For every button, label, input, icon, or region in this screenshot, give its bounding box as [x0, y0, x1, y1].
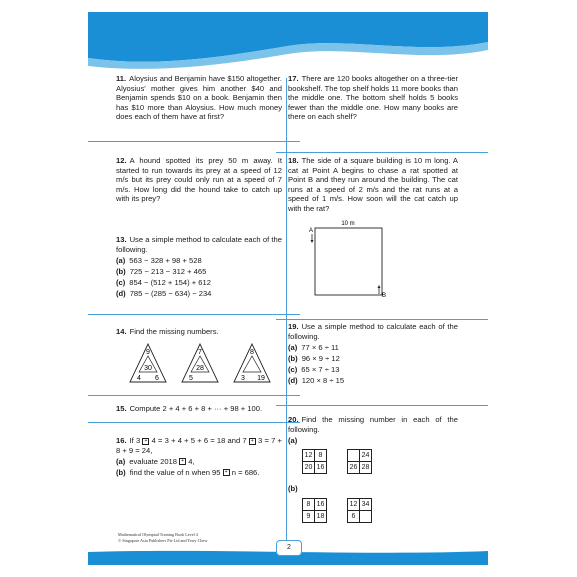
question-number: 11.	[116, 74, 127, 83]
separator-line	[276, 405, 488, 406]
question-number: 14.	[116, 327, 127, 336]
column-divider	[286, 78, 287, 540]
question-number: 13.	[116, 235, 127, 244]
question-number: 12.	[116, 156, 127, 165]
arrow-down-icon	[311, 240, 314, 243]
separator-line	[276, 152, 488, 153]
question-text: Find the missing number in each of the following.	[288, 415, 458, 434]
option-c: (c) 854 − (512 + 154) + 612	[116, 277, 211, 287]
part-a-grids	[288, 449, 458, 474]
question-12	[116, 156, 282, 204]
question-text: Use a simple method to calculate each of the following.	[116, 235, 282, 254]
option-b: (b) 96 × 9 ÷ 12	[288, 353, 340, 363]
question-text: Compute 2 + 4 + 6 + 8 + ··· + 98 + 100.	[129, 404, 263, 413]
question-17	[288, 74, 458, 122]
option-d: (d) 120 × 8 ÷ 15	[288, 375, 345, 385]
page-number: 2	[276, 540, 302, 556]
option-a: (a) 563 − 328 + 98 + 528	[116, 255, 202, 265]
question-19	[288, 322, 458, 386]
boxed-plus-operator: +	[179, 458, 186, 465]
option-a: (a) evaluate 2018 + 4,	[116, 456, 195, 466]
question-number: 17.	[288, 74, 299, 83]
question-14	[116, 327, 282, 337]
part-a-label: (a)	[288, 435, 298, 445]
option-b: (b) 725 − 213 − 312 + 465	[116, 266, 207, 276]
building-square	[315, 228, 382, 295]
number-triangles	[128, 342, 278, 386]
workbook-page	[88, 12, 488, 565]
question-text: Use a simple method to calculate each of the following.	[288, 322, 458, 341]
option-b: (b) find the value of n when 95 + n = 686.	[116, 467, 260, 477]
triangle-3-left: 3	[241, 375, 245, 382]
separator-line	[88, 422, 300, 423]
triangle-1-right: 6	[155, 375, 159, 382]
question-text: Find the missing numbers.	[129, 327, 219, 336]
question-number: 16.	[116, 436, 127, 445]
point-a-label: A	[309, 228, 314, 234]
question-number: 19.	[288, 322, 299, 331]
question-11	[116, 74, 282, 122]
side-length-label: 10 m	[341, 221, 355, 227]
arrow-up-icon	[378, 285, 381, 288]
triangle-2	[182, 344, 218, 382]
footer-credits: Mathematical Olympiad Training Book Level 4 © Singapore Asia Publishers Pte Ltd and Terry Chew	[118, 532, 208, 543]
question-text: Aloysius and Benjamin have $150 altogether. Alyosius' mother gives him another $40 and Benjamin spends $10 on a book. Benjamin then has $10 more than Aloysius. How much money does each of them have at first?	[116, 74, 282, 122]
question-number: 20.	[288, 415, 299, 424]
question-text: A hound spotted its prey 50 m away. It started to run towards its prey at a speed of 12 m/s but its prey could only run at a speed of 7 m/s. How long did the hound take to catch up with its prey?	[116, 156, 282, 204]
triangle-1	[130, 344, 166, 382]
square-building-diagram	[306, 218, 386, 300]
number-grid: 8 16 9 18	[302, 498, 327, 523]
question-16: 16. If 3 + 4 = 3 + 4 + 5 + 6 = 18 and 7 + 3 = 7 + 8 + 9 = 24, (a) evaluate 2018 + 4, (b) find the value of n when 95 + n = 686.	[116, 436, 282, 477]
question-number: 15.	[116, 404, 127, 413]
question-text: There are 120 books altogether on a three-tier bookshelf. The top shelf holds 11 more books than the middle one. The bottom shelf holds 5 books fewer than the middle one. How many books are there on each shelf?	[288, 74, 458, 122]
separator-line	[88, 141, 300, 142]
question-13	[116, 235, 282, 299]
question-18	[288, 156, 458, 214]
option-c: (c) 65 × 7 ÷ 13	[288, 364, 340, 374]
separator-line	[88, 395, 300, 396]
boxed-plus-operator: +	[249, 438, 256, 445]
boxed-plus-operator: +	[223, 469, 230, 476]
triangle-2-center: 28	[196, 365, 204, 372]
triangle-1-top: 9	[146, 349, 150, 356]
part-b-grids	[288, 498, 458, 523]
triangle-3-top: 8	[250, 349, 254, 356]
option-d: (d) 785 − (285 − 634) − 234	[116, 288, 212, 298]
triangle-3-right: 19	[257, 375, 265, 382]
question-number: 18.	[288, 156, 299, 165]
separator-line	[88, 314, 300, 315]
question-20	[288, 415, 458, 523]
boxed-plus-operator: +	[142, 438, 149, 445]
header-wave-banner	[88, 12, 488, 72]
number-grid: 24 26 28	[347, 449, 372, 474]
question-text: The side of a square building is 10 m long. A cat at Point A begins to chase a rat spotted at Point B and they run around the building. The cat runs at a speed of 2 m/s and the rat runs at a speed of 1 m/s. How soon will the cat catch up with the rat?	[288, 156, 458, 213]
number-grid: 12 8 20 16	[302, 449, 327, 474]
number-grid: 12 34 6	[347, 498, 372, 523]
option-a: (a) 77 × 6 ÷ 11	[288, 342, 339, 352]
triangle-1-left: 4	[137, 375, 141, 382]
triangle-2-left: 5	[189, 375, 193, 382]
part-b-label: (b)	[288, 484, 298, 494]
point-b-label: B	[382, 293, 386, 299]
triangle-1-center: 30	[144, 365, 152, 372]
triangle-3	[234, 344, 270, 382]
question-15	[116, 404, 282, 414]
triangle-2-top: 7	[198, 349, 202, 356]
separator-line	[276, 319, 488, 320]
